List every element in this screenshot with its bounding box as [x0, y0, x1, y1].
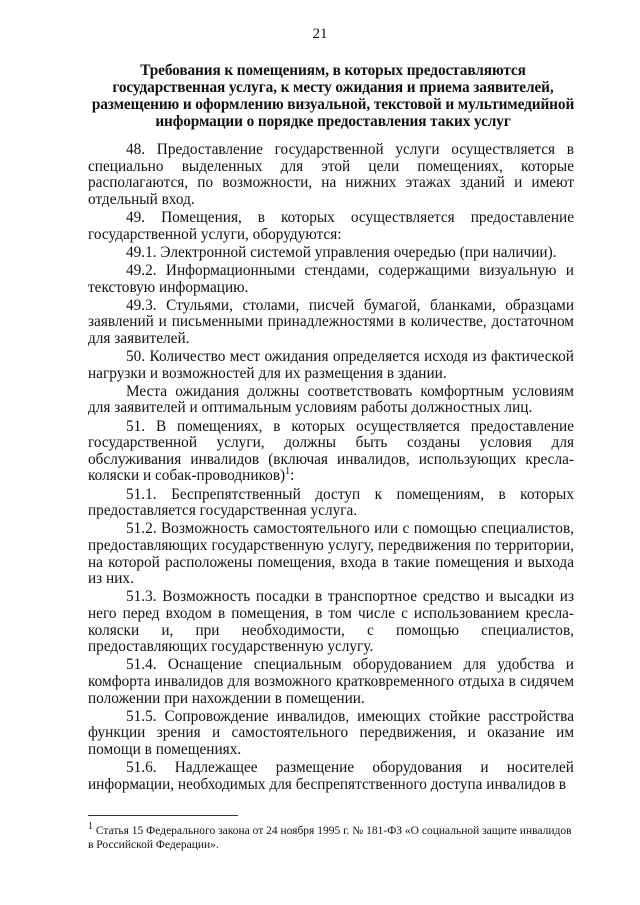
- paragraph-51-3: 51.3. Возможность посадки в транспортное средство и высадки из него перед входом в помещения, в том числе с использованием кресла-коляски и, при необходимости, с помощью специалистов, предоставляющих государственную услугу.: [88, 588, 574, 656]
- footnote-divider: [88, 815, 238, 816]
- footnote: [88, 821, 574, 852]
- paragraph-49: 49. Помещения, в которых осуществляется предоставление государственной услуги, оборудуются:: [88, 208, 574, 243]
- paragraph-waiting-places: Места ожидания должны соответствовать комфортным условиям для заявителей и оптимальным условиям работы должностных лиц.: [88, 382, 574, 417]
- footnote-reference[interactable]: 1: [285, 466, 291, 478]
- page-number: 21: [312, 26, 328, 42]
- paragraph-51-5: 51.5. Сопровождение инвалидов, имеющих стойкие расстройства функции зрения и самостоятельного передвижения, и оказание им помощи в помещениях.: [88, 707, 574, 758]
- paragraph-51-colon: :: [290, 467, 295, 485]
- paragraph-49-1: 49.1. Электронной системой управления очередью (при наличии).: [126, 243, 557, 261]
- paragraph-51-text: 51. В помещениях, в которых осуществляется предоставление государственной услуги, должны быть созданы условия для обслуживания инвалидов (включая инвалидов, использующих кресла-коляски и собак-проводников): [88, 417, 574, 485]
- paragraph-49-3: 49.3. Стульями, столами, писчей бумагой, бланками, образцами заявлений и письменными принадлежностями в количестве, достаточном для заявителей.: [88, 296, 574, 347]
- paragraph-49-2: 49.2. Информационными стендами, содержащими визуальную и текстовую информацию.: [88, 261, 574, 296]
- paragraph-50: 50. Количество мест ожидания определяется исходя из фактической нагрузки и возможностей для их размещения в здании.: [88, 348, 574, 382]
- paragraph-51-4: 51.4. Оснащение специальным оборудованием для удобства и комфорта инвалидов для возможного кратковременного отдыха в сидячем положении при нахождении в помещении.: [88, 656, 574, 707]
- footnote-text: Статья 15 Федерального закона от 24 ноября 1995 г. № 181-ФЗ «О социальной защите инвалидов в Российской Федерации».: [88, 825, 572, 851]
- paragraph-51: [88, 419, 574, 485]
- paragraph-51-6: 51.6. Надлежащее размещение оборудования и носителей информации, необходимых для беспрепятственного доступа инвалидов в: [88, 759, 574, 793]
- paragraph-48: 48. Предоставление государственной услуги осуществляется в специально выделенных для этой цели помещениях, которые располагаются, по возможности, на нижних этажах зданий и имеют отдельный вход.: [88, 141, 574, 208]
- paragraph-51-2: 51.2. Возможность самостоятельного или с помощью специалистов, предоставляющих государственную услугу, передвижения по территории, на которой расположены помещения, входа в такие помещения и выхода из них.: [88, 520, 574, 588]
- footnote-number: 1: [88, 821, 93, 833]
- paragraph-51-1: 51.1. Беспрепятственный доступ к помещениям, в которых предоставляется государственная услуга.: [88, 485, 574, 520]
- document-body: [88, 142, 574, 795]
- section-heading: Требования к помещениям, в которых предоставляются государственная услуга, к месту ожидания и приема заявителей, размещению и оформлению визуальной, текстовой и мультимедийной информации о порядке предоставления таких услуг: [91, 62, 575, 130]
